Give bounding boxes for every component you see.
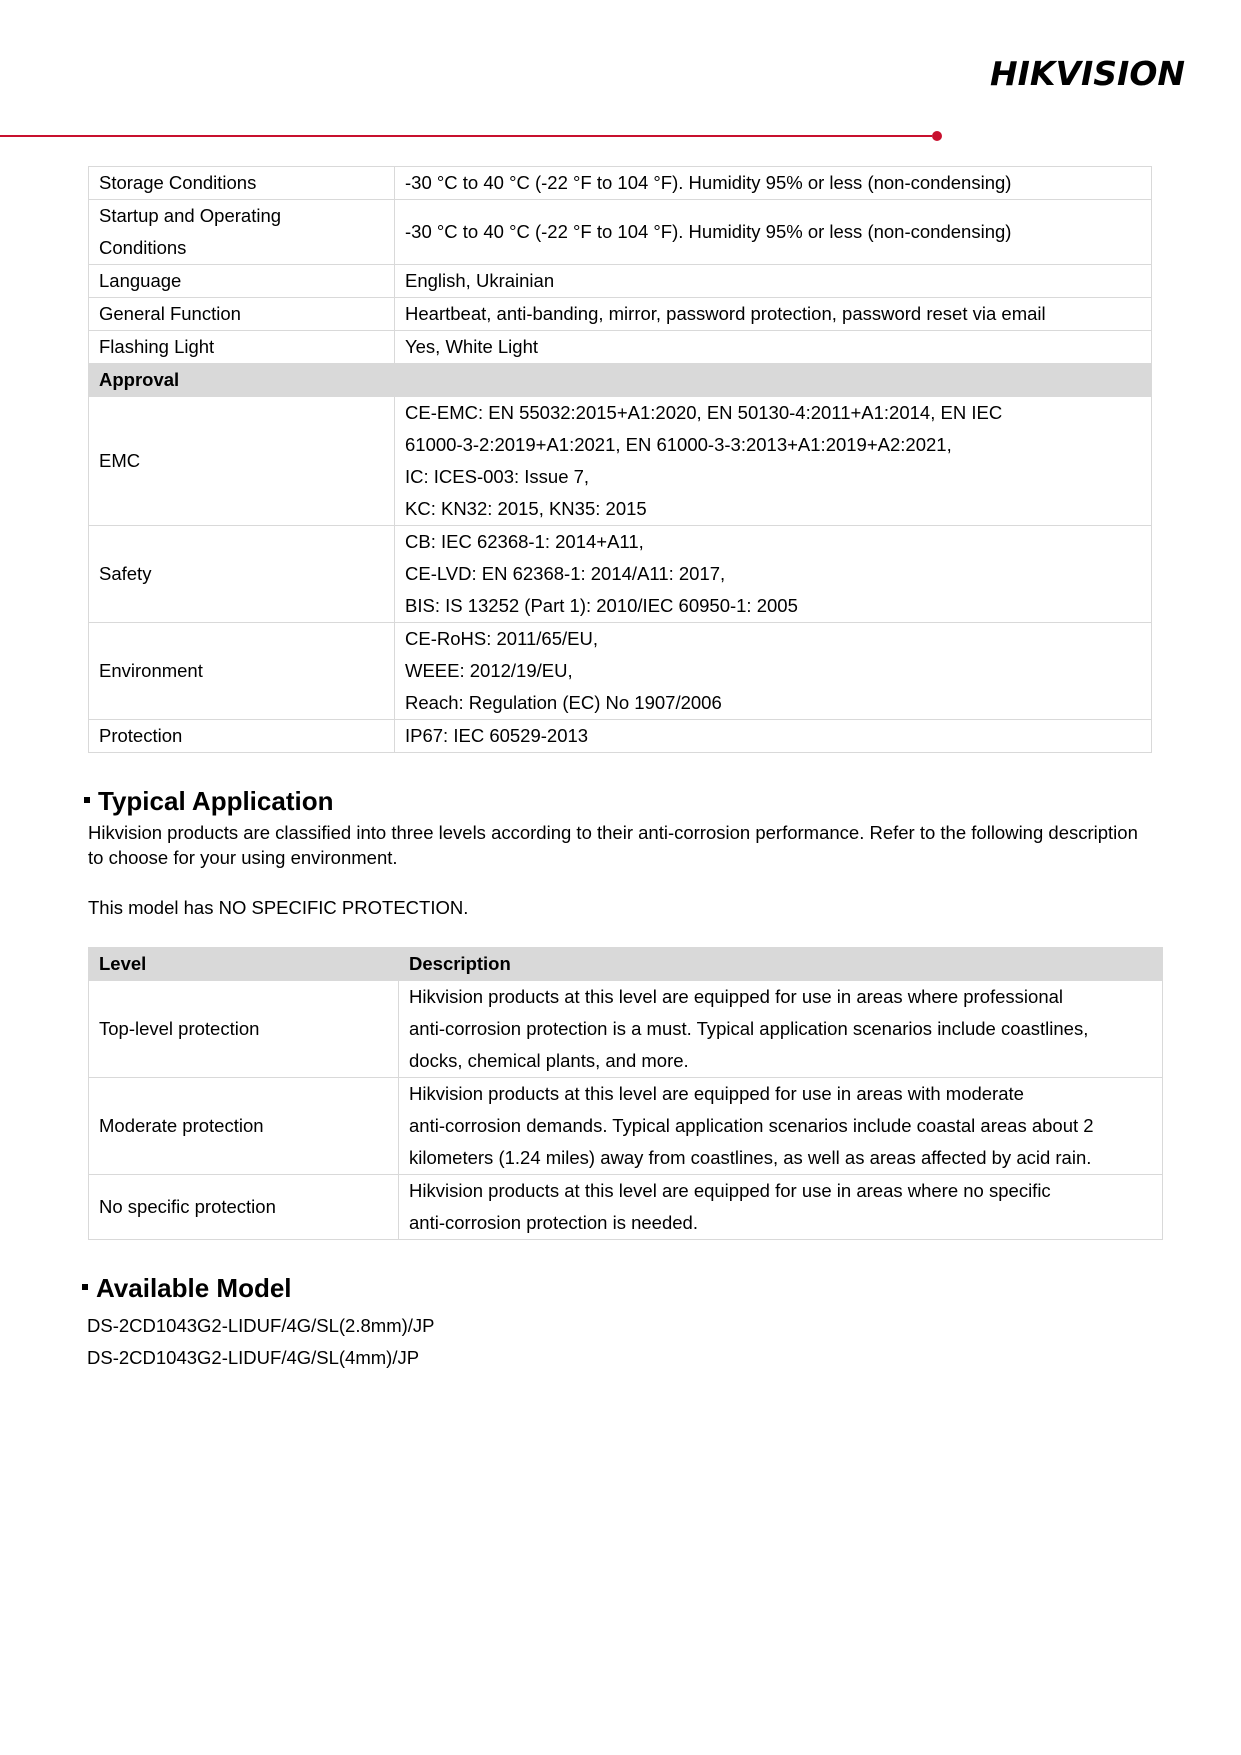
description-line: Hikvision products at this level are equipped for use in areas with moderate [409, 1083, 1024, 1104]
available-model-heading [82, 1272, 292, 1304]
spec-value: Yes, White Light [395, 331, 1152, 364]
approval-label: Environment [89, 623, 395, 720]
header-divider-line [0, 135, 932, 137]
model-protection-note: This model has NO SPECIFIC PROTECTION. [88, 897, 469, 918]
approval-line: WEEE: 2012/19/EU, [405, 660, 573, 681]
table-row [89, 167, 1152, 200]
approval-line: IC: ICES-003: Issue 7, [405, 466, 590, 487]
approval-line: Reach: Regulation (EC) No 1907/2006 [405, 692, 722, 713]
spec-label: General Function [89, 298, 395, 331]
approval-line: CE-RoHS: 2011/65/EU, [405, 628, 598, 649]
table-row [89, 397, 1152, 526]
approval-value [395, 623, 1152, 720]
spec-table [88, 166, 1152, 753]
typical-application-heading [84, 785, 333, 817]
section-bullet-icon [84, 797, 90, 803]
spec-value: Heartbeat, anti-banding, mirror, password protection, password reset via email [395, 298, 1152, 331]
hikvision-logo: HIKVISION [989, 54, 1185, 93]
table-row [89, 1078, 1163, 1175]
level-cell: Top-level protection [89, 981, 399, 1078]
heading-text: Available Model [96, 1273, 292, 1303]
level-cell: No specific protection [89, 1175, 399, 1240]
spec-label: Language [89, 265, 395, 298]
table-header-row [89, 948, 1163, 981]
protection-level-table [88, 947, 1163, 1240]
section-bullet-icon [82, 1284, 88, 1290]
table-row [89, 331, 1152, 364]
table-row [89, 526, 1152, 623]
approval-label: EMC [89, 397, 395, 526]
approval-line: CE-EMC: EN 55032:2015+A1:2020, EN 50130-4:2011+A1:2014, EN IEC [405, 402, 1003, 423]
typical-application-intro: Hikvision products are classified into three levels according to their anti-corrosion performance. Refer to the following description to choose for your using environment. [88, 822, 1138, 868]
description-cell [399, 981, 1163, 1078]
table-row [89, 298, 1152, 331]
table-row [89, 1175, 1163, 1240]
spec-label: Flashing Light [89, 331, 395, 364]
approval-line: CE-LVD: EN 62368-1: 2014/A11: 2017, [405, 563, 726, 584]
approval-value [395, 526, 1152, 623]
header-divider-dot [932, 131, 942, 141]
table-row [89, 981, 1163, 1078]
description-line: anti-corrosion demands. Typical application scenarios include coastal areas about 2 [409, 1115, 1094, 1136]
description-line: kilometers (1.24 miles) away from coastlines, as well as areas affected by acid rain. [409, 1147, 1092, 1168]
approval-value [395, 397, 1152, 526]
spec-label: Storage Conditions [89, 167, 395, 200]
list-item: DS-2CD1043G2-LIDUF/4G/SL(2.8mm)/JP [87, 1315, 435, 1336]
heading-text: Typical Application [98, 786, 334, 816]
table-row [89, 623, 1152, 720]
spec-value: -30 °C to 40 °C (-22 °F to 104 °F). Humidity 95% or less (non-condensing) [395, 200, 1152, 265]
description-line: anti-corrosion protection is needed. [409, 1212, 698, 1233]
description-line: Hikvision products at this level are equipped for use in areas where no specific [409, 1180, 1051, 1201]
table-row [89, 265, 1152, 298]
level-cell: Moderate protection [89, 1078, 399, 1175]
table-row [89, 200, 1152, 265]
approval-label: Safety [89, 526, 395, 623]
approval-line: CB: IEC 62368-1: 2014+A11, [405, 531, 644, 552]
column-header-level: Level [89, 948, 399, 981]
approval-label: Protection [89, 720, 395, 753]
approval-value [395, 720, 1152, 753]
column-header-description: Description [399, 948, 1163, 981]
description-cell [399, 1175, 1163, 1240]
description-line: Hikvision products at this level are equipped for use in areas where professional [409, 986, 1064, 1007]
table-row [89, 720, 1152, 753]
approval-line: BIS: IS 13252 (Part 1): 2010/IEC 60950-1: 2005 [405, 595, 798, 616]
spec-label: Startup and Operating Conditions [89, 200, 395, 265]
description-line: anti-corrosion protection is a must. Typical application scenarios include coastlines, [409, 1018, 1089, 1039]
approval-line: 61000-3-2:2019+A1:2021, EN 61000-3-3:2013+A1:2019+A2:2021, [405, 434, 952, 455]
list-item: DS-2CD1043G2-LIDUF/4G/SL(4mm)/JP [87, 1347, 420, 1368]
approval-line: KC: KN32: 2015, KN35: 2015 [405, 498, 647, 519]
approval-section-header [89, 364, 1152, 397]
spec-value: -30 °C to 40 °C (-22 °F to 104 °F). Humidity 95% or less (non-condensing) [395, 167, 1152, 200]
spec-value: English, Ukrainian [395, 265, 1152, 298]
description-cell [399, 1078, 1163, 1175]
approval-line: IP67: IEC 60529-2013 [405, 725, 589, 746]
approval-header: Approval [89, 364, 1152, 397]
description-line: docks, chemical plants, and more. [409, 1050, 689, 1071]
model-list [87, 1310, 435, 1374]
